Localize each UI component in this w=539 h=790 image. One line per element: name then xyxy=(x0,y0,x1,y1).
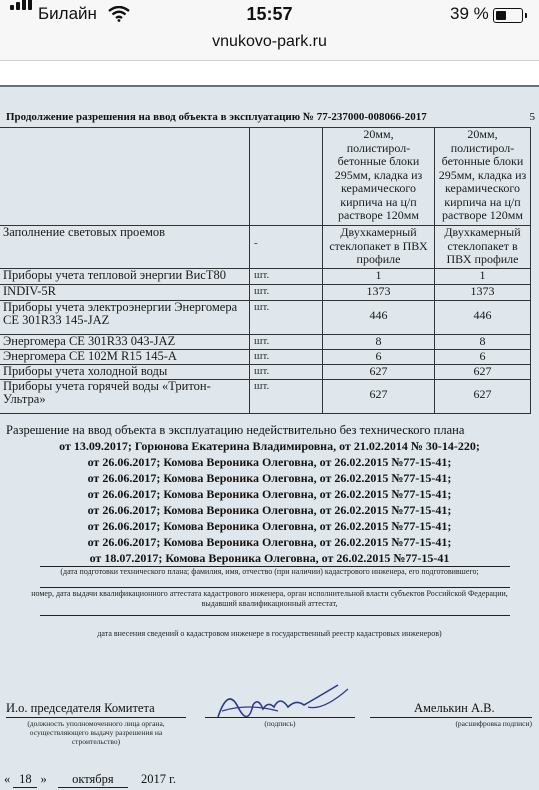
plan-line: от 13.09.2017; Горюнова Екатерина Владимировна, от 21.02.2014 № 30-14-220; xyxy=(59,439,480,453)
row-unit: шт. xyxy=(250,364,323,379)
table-row xyxy=(0,284,531,301)
wall-material-1: 20мм, полистирол- бетонные блоки 295мм, кладка из керамического кирпича на ц/п растворе 120мм xyxy=(323,127,435,225)
caption-attestat-2: выдавший квалификационный аттестат, xyxy=(201,599,338,608)
plan-line: от 18.07.2017; Комова Вероника Олеговна, от 26.02.2015 №77-15-41 xyxy=(89,551,450,565)
signatory-role: И.о. председателя Комитета xyxy=(6,701,155,715)
document-title: Продолжение разрешения на ввод объекта в эксплуатацию № 77-237000-008066-2017 xyxy=(6,111,427,123)
table-row xyxy=(0,349,531,365)
caption-tech-plan: (дата подготовки технического плана; фамилия, имя, отчество (при наличии) кадастрового инженера, его подготовившего; xyxy=(60,567,479,576)
row-value-2: 6 xyxy=(435,349,531,364)
row-value-1: 446 xyxy=(323,300,435,334)
plan-line: от 26.06.2017; Комова Вероника Олеговна, от 26.02.2015 №77-15-41; xyxy=(87,487,452,501)
plan-line: от 26.06.2017; Комова Вероника Олеговна, от 26.02.2015 №77-15-41; xyxy=(87,535,452,549)
table-row xyxy=(0,364,531,380)
permit-statement: Разрешение на ввод объекта в эксплуатацию недействительно без технического плана xyxy=(6,423,465,437)
issue-date: « 18 » октября 2017 г. xyxy=(4,772,176,786)
signatory-name: Амелькин А.В. xyxy=(414,701,495,715)
row-name: Заполнение световых проемов xyxy=(0,225,250,268)
page-gap xyxy=(0,61,539,85)
row-value-2: 627 xyxy=(435,379,531,413)
caption-registry: дата внесения сведений о кадастровом инженере в государственный реестр кадастровых инженеров) xyxy=(97,629,442,638)
wall-material-2: 20мм, полистирол- бетонные блоки 295мм, кладка из керамического кирпича на ц/п растворе 120мм xyxy=(435,127,531,225)
row-name: Приборы учета тепловой энергии ВисТ80 xyxy=(0,268,250,284)
row-value-1: 1373 xyxy=(323,284,435,300)
plan-line: от 26.06.2017; Комова Вероника Олеговна, от 26.02.2015 №77-15-41; xyxy=(87,519,452,533)
row-value-2: Двухкамерный стеклопакет в ПВХ профиле xyxy=(435,225,531,268)
row-value-2: 1 xyxy=(435,268,531,284)
carrier-label: Билайн xyxy=(38,4,97,23)
plan-line: от 26.06.2017; Комова Вероника Олеговна, от 26.02.2015 №77-15-41; xyxy=(87,503,452,517)
row-value-2: 8 xyxy=(435,334,531,349)
row-unit: - xyxy=(250,225,323,268)
table-row xyxy=(0,334,531,350)
row-unit: шт. xyxy=(250,349,323,364)
row-name: INDIV-5R xyxy=(0,284,250,300)
row-value-1: 627 xyxy=(323,379,435,413)
status-bar xyxy=(0,0,539,30)
table-row xyxy=(0,300,531,335)
row-value-1: 8 xyxy=(323,334,435,349)
row-name: Энергомера CE 301R33 043-JAZ xyxy=(0,334,250,349)
date-year: 2017 г. xyxy=(141,772,176,786)
signature-caption: (подпись) xyxy=(264,719,296,728)
date-month: октября xyxy=(58,772,128,788)
row-value-1: Двухкамерный стеклопакет в ПВХ профиле xyxy=(323,225,435,268)
clock: 15:57 xyxy=(246,4,293,24)
battery-icon xyxy=(493,8,523,23)
row-value-2: 627 xyxy=(435,364,531,379)
row-value-2: 446 xyxy=(435,300,531,334)
plan-line: от 26.06.2017; Комова Вероника Олеговна, от 26.02.2015 №77-15-41; xyxy=(87,471,452,485)
row-name: Приборы учета горячей воды «Тритон-Ультра» xyxy=(0,379,250,413)
row-name: Приборы учета электроэнергии Энергомера CE 301R33 145-JAZ xyxy=(0,300,250,334)
row-unit: шт. xyxy=(250,300,323,334)
row-name: Энергомера CE 102M R15 145-A xyxy=(0,349,250,364)
table-row xyxy=(0,379,531,414)
url-text[interactable]: vnukovo-park.ru xyxy=(212,33,327,50)
caption-attestat: номер, дата выдачи квалификационного аттестата кадастрового инженера, орган исполнительной власти субъектов Российской Федерации, xyxy=(31,589,508,598)
row-unit: шт. xyxy=(250,334,323,349)
address-bar[interactable] xyxy=(0,30,539,61)
date-day: 18 xyxy=(13,772,37,788)
row-value-1: 627 xyxy=(323,364,435,379)
row-name: Приборы учета холодной воды xyxy=(0,364,250,379)
table-row xyxy=(0,225,531,269)
page-number: 5 xyxy=(529,111,535,123)
battery-percentage: 39 % xyxy=(450,4,489,23)
table-row xyxy=(0,268,531,285)
row-value-1: 1 xyxy=(323,268,435,284)
row-value-1: 6 xyxy=(323,349,435,364)
role-caption: (должность уполномоченного лица органа, xyxy=(27,719,165,728)
table-row xyxy=(0,127,531,226)
row-unit: шт. xyxy=(250,268,323,284)
name-caption: (расшифровка подписи) xyxy=(455,719,532,728)
row-unit: шт. xyxy=(250,284,323,300)
row-unit: шт. xyxy=(250,379,323,413)
row-value-2: 1373 xyxy=(435,284,531,300)
plan-line: от 26.06.2017; Комова Вероника Олеговна, от 26.02.2015 №77-15-41; xyxy=(87,455,452,469)
scanned-document: Продолжение разрешения на ввод объекта в эксплуатацию № 77-237000-008066-2017 5 20мм, полистирол- бетонные блоки 295мм, кладка из керамического кирпича на ц/п растворе 120мм 20мм, полистирол- бетонные блоки 295мм, кладка из керамического кирпича на ц/п растворе 120мм Заполнение световых проемов - Двухкамерный стеклопакет в ПВХ профиле Двухкамерный стеклопакет в ПВХ профиле Приборы учета тепловой энергии ВисТ80 шт. 1 1 INDIV-5R шт. 1373 1373 Приборы учета электроэнергии Энергомера CE 301R33 145-JAZ шт. 446 446 Энергомера CE 301R33 043-JAZ шт. 8 8 Энергомера CE 102M R15 145-A шт. 6 6 Приборы учета холодной воды шт. 627 627 Приборы учета горячей воды «Тритон-Ультра» шт. 627 627 Разрешение на ввод объекта в эксплуатацию недействительно без технического плана от 13.09.2017; Горюнова Екатерина Владимировна, от 21.02.2014 № 30-14-220; от 26.06.2017; Комова Вероника Олеговна, от 26.02.2015 №77-15-41; от 26.06.2017; Комова Вероника Олеговна, от 26.02.2015 №77-15-41; от 26.06.2017; Комова Вероника Олеговна, от 26.02.2015 №77-15-41; от 26.06.2017; Комова Вероника Олеговна, от 26.02.2015 №77-15-41; от 26.06.2017; Комова Вероника Олеговна, от 26.02.2015 №77-15-41; от 26.06.2017; Комова Вероника Олеговна, от 26.02.2015 №77-15-41; от 18.07.2017; Комова Вероника Олеговна, от 26.02.2015 №77-15-41 (дата подготовки технического плана; фамилия, имя, отчество (при наличии) кадастрового инженера, его подготовившего; номер, дата выдачи квалификационного аттестата кадастрового инженера, орган исполнительной власти субъектов Российской Федерации, выдавший квалификационный аттестат, дата внесения сведений о кадастровом инженере в государственный реестр кадастровых инженеров) И.о. председателя Комитета (должность уполномоченного лица органа, осуществляющего выдачу разрешения на строительство) (подпись) Амелькин А.В. (расшифровка подписи) « 18 » октября 2017 г. xyxy=(0,85,539,790)
